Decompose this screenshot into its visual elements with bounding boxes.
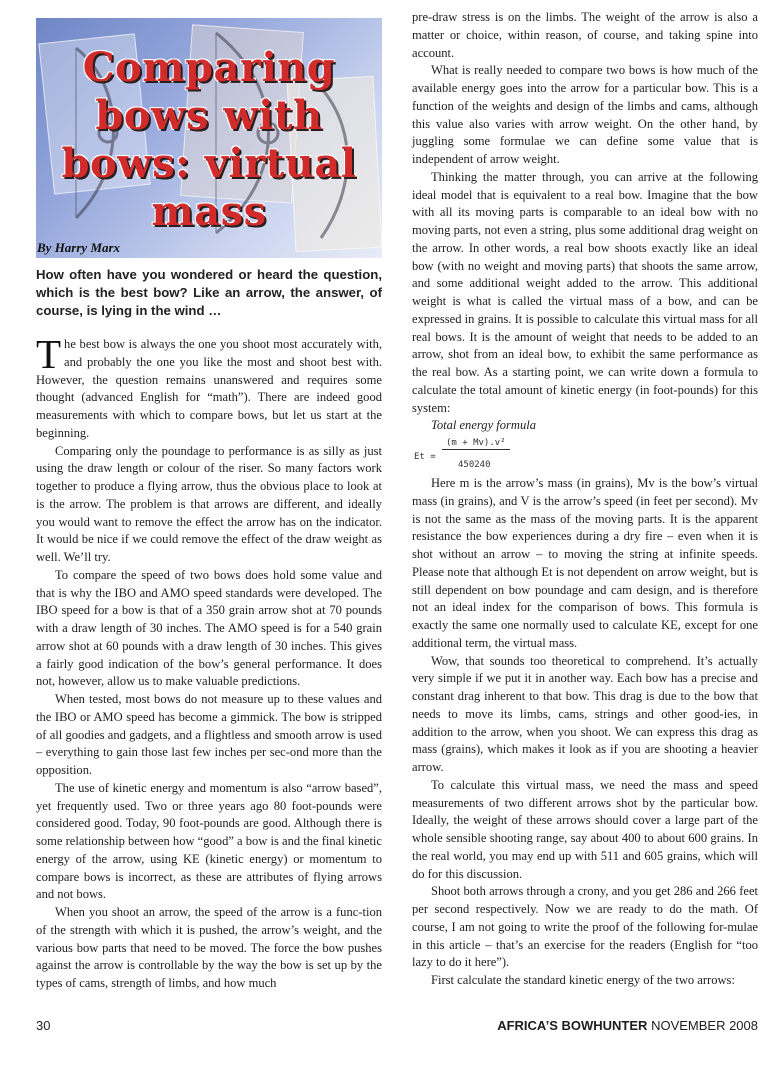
- paragraph: Shoot both arrows through a crony, and you get 286 and 266 feet per second respectively. Now we are ready to do the math. Of course, I am not going to write the proof of the following for-mulae in this article – that’s an exercise for the readers (English for “too lazy to do it here”).: [412, 884, 758, 970]
- paragraph-text: he best bow is always the one you shoot most accurately with, and probably the one you like the most and shoot best with. However, the question remains unanswered and requires some thought (advanced English for “math”). There are indeed good measurements with which to compare bows, but let us start at the beginning.: [36, 337, 382, 440]
- title-line: mass: [151, 188, 267, 235]
- magazine-masthead: [497, 1018, 758, 1033]
- paragraph: To compare the speed of two bows does hold some value and that is why the IBO and AMO speed standards were developed. The IBO speed for a bow is that of a 350 grain arrow shot at 70 pounds with a draw length of 30 inches. The AMO speed is for a 540 grain arrow shot at 60 pounds with a draw length of 30 inches. This gives a fairly good indication of the bow’s general performance. It does not, however, allow us to make valuable predictions.: [36, 567, 382, 689]
- title-line: bows with: [95, 92, 323, 139]
- byline: By Harry Marx: [37, 240, 121, 255]
- paragraph: To calculate this virtual mass, we need the mass and speed measurements of two different arrows shot by the particular bow. Ideally, the weight of these arrows should cover a large part of the whole sensible shooting range, say about 400 to about 600 grains. In the real world, you may end up with 511 and 605 grains, which will do for this discussion.: [412, 777, 758, 881]
- formula-heading: Total energy formula: [431, 418, 537, 433]
- total-energy-formula: [412, 435, 758, 475]
- title-line: Comparing: [82, 44, 336, 91]
- issue-date: NOVEMBER 2008: [651, 1018, 758, 1033]
- formula-numerator: (m + Mv).v²: [446, 438, 506, 448]
- paragraph: Here m is the arrow’s mass (in grains), Mv is the bow’s virtual mass (in grains), and V is the arrow’s speed (in feet per second). Mv is not the same as the mass of the moving parts. It is the apparent resistance the bow experiences during a dry fire – even when it is shot without an arrow – to moving the string at infinite speeds. Please note that although Et is not dependent on arrow weight, but is still dependent on bow poundage and cam design, and is therefore not an ideal index for the comparison of bows. This formula is exactly the same one normally used to calculate KE, except for one additional term, the virtual mass.: [412, 476, 758, 650]
- paragraph: When tested, most bows do not measure up to these values and the IBO or AMO speed has become a gimmick. The bow is stripped of all goodies and gadgets, and a flightless and smooth arrow is used – everything to gain those last few inches per sec-ond more than the opposition.: [36, 692, 382, 777]
- title-line: bows: virtual: [61, 140, 357, 187]
- paragraph: When you shoot an arrow, the speed of the arrow is a func-tion of the strength with which it is pushed, the arrow’s weight, and the various bow parts that need to be moved. The force the bow pushes against the arrow is controllable by the way the bow is set up by the types of cams, strength of limbs, and how much: [36, 905, 382, 990]
- article-title: [36, 44, 382, 236]
- standfirst: How often have you wondered or heard the question, which is the best bow? Like an arrow, the answer, of course, is lying in the wind …: [36, 267, 382, 318]
- paragraph: Comparing only the poundage to performance is as silly as just using the draw length or colour of the riser. So many factors work together to produce a flying arrow, thus the obvious place to look at is the arrow. The problem is that arrows are different, and ideally you would want to remove the effect the arrow has on the indicator. It would be nice if we could remove the effect of the draw weight as well. We’ll try.: [36, 443, 382, 564]
- page-number: 30: [36, 1018, 51, 1033]
- fraction-bar: [442, 449, 510, 450]
- formula-denominator: 450240: [458, 460, 491, 470]
- right-column: [412, 9, 758, 990]
- drop-cap: T: [36, 331, 62, 377]
- paragraph: Wow, that sounds too theoretical to comprehend. It’s actually very simple if we put it in another way. Each bow has a precise and constant drag inherent to that bow. This drag is due to the bow that needs to move its limbs, cams, strings and other good-ies, in addition to the arrow, when you shoot. We can express this drag as mass (grains), which makes it look as if you are shooting a heavier arrow.: [412, 653, 758, 774]
- page-footer: [36, 1018, 758, 1038]
- paragraph: What is really needed to compare two bows is how much of the available energy goes into the arrow for a particular bow. This is a function of the weights and design of the limbs and cams, although this value also varies with arrow weight. On the other hand, by juggling some formulae we can define some value that is independent of arrow weight.: [412, 63, 758, 166]
- paragraph: First calculate the standard kinetic energy of the two arrows:: [431, 973, 735, 987]
- paragraph: pre-draw stress is on the limbs. The weight of the arrow is also a matter or choice, within reason, of course, and taking spine into account.: [412, 10, 758, 60]
- paragraph: [36, 331, 382, 443]
- formula-lhs: Et =: [414, 452, 436, 462]
- magazine-name: AFRICA’S BOWHUNTER: [497, 1018, 648, 1033]
- paragraph: Thinking the matter through, you can arrive at the following ideal model that is equivalent to a real bow. Imagine that the bow with all its moving parts is comparable to an ideal bow with no moving parts, not even a string, plus some additional drag weight on the arrow. In other words, a real bow shoots exactly like an ideal bow (with no weight and moving parts) that shoots the same arrow, and some additional weight added to the arrow. This additional weight is what is called the virtual mass of a bow, and can be expressed in grains. It is possible to calculate this virtual mass for all real bows. It is the amount of weight that needs to be added to an arrow, shot from an ideal bow, to exhibit the same performance as the real bow. As a starting point, we can write down a formula to calculate the total amount of kinetic energy (in foot-pounds) for this system:: [412, 169, 758, 415]
- paragraph: The use of kinetic energy and momentum is also “arrow based”, yet frequently used. Two or three years ago 80 foot-pounds were considered good. Today, 90 foot-pounds are good. Although there is some relationship between how “good” a bow is and the final kinetic energy of the arrow, using KE (kinetic energy) or momentum to compare bows is incorrect, as these are attributes of flying arrows and not bows.: [36, 780, 382, 902]
- hero-image: [36, 18, 382, 258]
